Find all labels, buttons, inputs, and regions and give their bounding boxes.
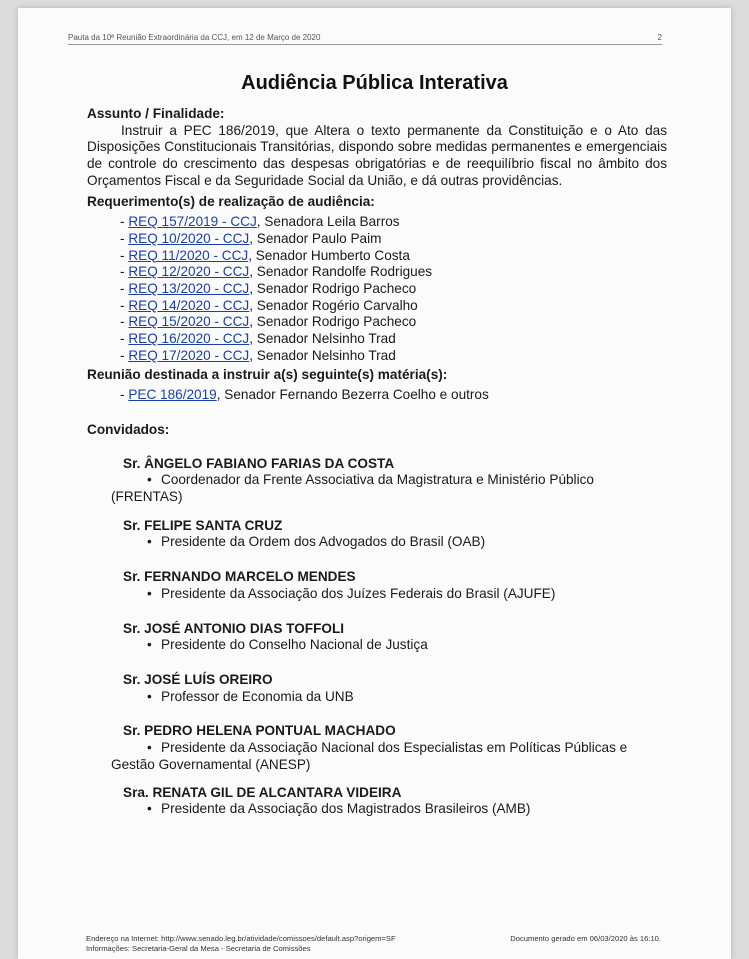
convidados-heading: Convidados: [87, 421, 170, 437]
guest-role [147, 689, 667, 706]
req-author: , Senadora Leila Barros [256, 214, 400, 230]
guest-name: Sr. ÂNGELO FABIANO FARIAS DA COSTA [123, 455, 395, 471]
page-header [68, 33, 662, 45]
list-item: - REQ 14/2020 - CCJ, Senador Rogério Carvalho [120, 297, 418, 313]
guest-role-text: Presidente da Associação dos Magistrados Brasileiros (AMB) [161, 801, 531, 817]
guest-role [147, 740, 667, 757]
page-title: Audiência Pública Interativa [241, 72, 508, 94]
req-link[interactable]: REQ 11/2020 - CCJ [128, 247, 249, 263]
guest-role [147, 472, 667, 489]
requerimentos-heading: Requerimento(s) de realização de audiência: [87, 193, 375, 209]
req-author: , Senador Nelsinho Trad [249, 347, 396, 363]
footer-info: Informações: Secretaria-Geral da Mesa - Secretaria de Comissões [86, 943, 311, 953]
req-link[interactable]: REQ 157/2019 - CCJ [128, 214, 257, 230]
list-item: - REQ 17/2020 - CCJ, Senador Nelsinho Trad [120, 347, 396, 363]
header-text: Pauta da 10ª Reunião Extraordinária da CCJ, em 12 de Março de 2020 [68, 33, 321, 42]
guest-entry [123, 672, 667, 705]
guest-name: Sr. FERNANDO MARCELO MENDES [123, 569, 356, 585]
guest-role-text: Professor de Economia da UNB [161, 688, 354, 704]
req-link[interactable]: REQ 17/2020 - CCJ [128, 347, 250, 363]
materias-list [87, 387, 667, 404]
guest-name: Sra. RENATA GIL DE ALCANTARA VIDEIRA [123, 784, 402, 800]
guest-role-text: Coordenador da Frente Associativa da Magistratura e Ministério Público [161, 472, 594, 488]
guest-name: Sr. JOSÉ ANTONIO DIAS TOFFOLI [123, 620, 345, 636]
guest-entry [111, 455, 667, 506]
guest-role-text: Presidente do Conselho Nacional de Justiça [161, 637, 428, 653]
req-link[interactable]: REQ 12/2020 - CCJ [128, 264, 250, 280]
bullet-icon: • [147, 585, 152, 601]
req-link[interactable]: REQ 14/2020 - CCJ [128, 297, 250, 313]
guest-role [147, 801, 667, 818]
list-item: - REQ 13/2020 - CCJ, Senador Rodrigo Pacheco [120, 281, 417, 297]
req-author: , Senador Rodrigo Pacheco [249, 314, 417, 330]
list-item: - REQ 12/2020 - CCJ, Senador Randolfe Rodrigues [120, 264, 433, 280]
req-author: , Senador Nelsinho Trad [249, 331, 396, 347]
guest-role-continuation: Gestão Governamental (ANESP) [111, 756, 311, 772]
guest-entry [123, 621, 667, 654]
guest-entry [123, 569, 667, 602]
assunto-heading: Assunto / Finalidade: [87, 106, 225, 121]
req-author: , Senador Paulo Paim [249, 230, 382, 246]
footer-address: Endereço na Internet: http://www.senado.leg.br/atividade/comissoes/default.asp?origem=SF [86, 934, 396, 943]
list-item: - REQ 157/2019 - CCJ, Senadora Leila Barros [120, 214, 400, 230]
materias-heading: Reunião destinada a instruir a(s) seguinte(s) matéria(s): [87, 366, 448, 382]
list-item: - REQ 10/2020 - CCJ, Senador Paulo Paim [120, 230, 382, 246]
bullet-icon: • [147, 801, 152, 817]
page-number: 2 [657, 33, 662, 42]
bullet-icon: • [147, 534, 152, 550]
req-author: , Senador Rogério Carvalho [249, 297, 418, 313]
guest-name: Sr. FELIPE SANTA CRUZ [123, 517, 283, 533]
req-author: , Senador Humberto Costa [248, 247, 410, 263]
guest-role-text: Presidente da Associação dos Juízes Federais do Brasil (AJUFE) [161, 585, 556, 601]
pec-author: , Senador Fernando Bezerra Coelho e outros [216, 387, 489, 403]
guest-role-text: Presidente da Ordem dos Advogados do Brasil (OAB) [161, 534, 486, 550]
footer-generated: Documento gerado em 06/03/2020 às 16:10. [510, 934, 661, 943]
req-link[interactable]: REQ 15/2020 - CCJ [128, 314, 250, 330]
bullet-icon: • [147, 688, 152, 704]
pec-link[interactable]: PEC 186/2019 [128, 387, 217, 403]
convidados-list [87, 456, 667, 818]
guest-role [147, 586, 667, 603]
list-item: - REQ 11/2020 - CCJ, Senador Humberto Costa [120, 247, 410, 263]
list-item: - REQ 16/2020 - CCJ, Senador Nelsinho Trad [120, 331, 396, 347]
guest-entry [123, 518, 667, 551]
req-author: , Senador Randolfe Rodrigues [249, 264, 433, 280]
guest-entry [123, 785, 667, 818]
req-author: , Senador Rodrigo Pacheco [249, 281, 417, 297]
bullet-icon: • [147, 740, 152, 756]
list-item: - PEC 186/2019, Senador Fernando Bezerra Coelho e outros [120, 387, 489, 403]
bullet-icon: • [147, 472, 152, 488]
document-body [87, 106, 667, 818]
bullet-icon: • [147, 637, 152, 653]
requerimentos-list [87, 214, 667, 364]
assunto-text: Instruir a PEC 186/2019, que Altera o texto permanente da Constituição e o Ato das Disposições Constitucionais Transitórias, dispondo sobre medidas permanentes e emergenciais de controle do crescimento das despesas obrigatórias e de reequilíbrio fiscal no âmbito dos Orçamentos Fiscal e da Seguridade Social da União, e dá outras providências. [87, 122, 667, 188]
guest-role-continuation: (FRENTAS) [111, 489, 183, 505]
req-link[interactable]: REQ 10/2020 - CCJ [128, 230, 250, 246]
guest-role [147, 534, 667, 551]
page-footer [86, 934, 666, 953]
guest-name: Sr. PEDRO HELENA PONTUAL MACHADO [123, 723, 396, 739]
guest-entry [111, 723, 667, 773]
req-link[interactable]: REQ 16/2020 - CCJ [128, 331, 250, 347]
list-item: - REQ 15/2020 - CCJ, Senador Rodrigo Pacheco [120, 314, 417, 330]
guest-role [147, 637, 667, 654]
guest-role-text: Presidente da Associação Nacional dos Especialistas em Políticas Públicas e [161, 740, 628, 756]
req-link[interactable]: REQ 13/2020 - CCJ [128, 281, 250, 297]
guest-name: Sr. JOSÉ LUÍS OREIRO [123, 671, 273, 687]
